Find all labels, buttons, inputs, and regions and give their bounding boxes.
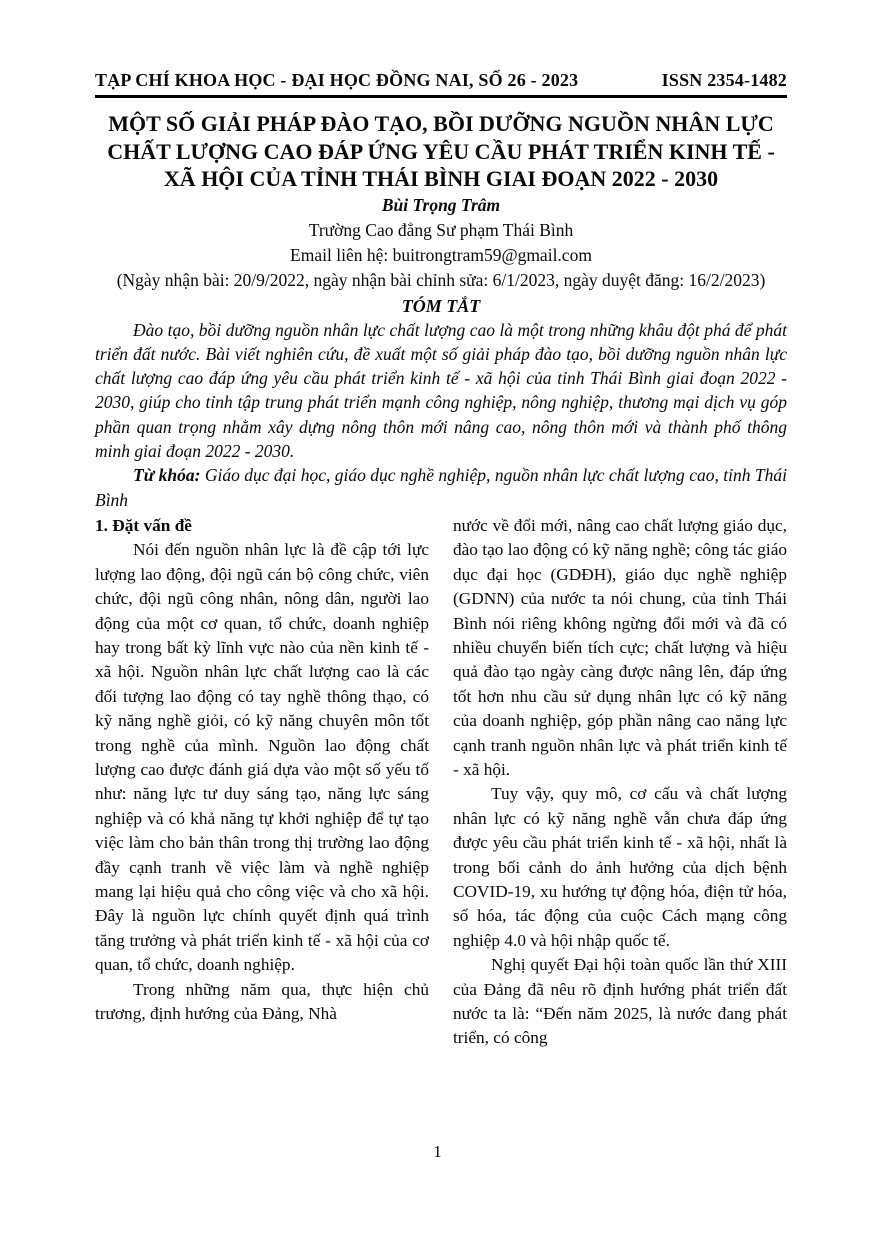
author-name: Bùi Trọng Trâm xyxy=(381,194,501,215)
submission-dates-line: (Ngày nhận bài: 20/9/2022, ngày nhận bài chỉnh sửa: 6/1/2023, ngày duyệt đăng: 16/2/2023) xyxy=(116,269,766,290)
journal-title: TẠP CHÍ KHOA HỌC - ĐẠI HỌC ĐỒNG NAI, SỐ 26 - 2023 xyxy=(95,70,579,90)
issn-number: ISSN 2354-1482 xyxy=(661,70,787,90)
keywords-text: Giáo dục đại học, giáo dục nghề nghiệp, nguồn nhân lực chất lượng cao, tỉnh Thái Bình xyxy=(95,465,787,510)
journal-page xyxy=(95,70,787,1051)
article-title xyxy=(95,110,787,193)
keywords-label: Từ khóa: xyxy=(133,465,201,486)
right-column xyxy=(453,514,787,1051)
article-title-line-1: MỘT SỐ GIẢI PHÁP ĐÀO TẠO, BỒI DƯỠNG NGUỒN NHÂN LỰC xyxy=(108,111,774,136)
article-title-line-3: XÃ HỘI CỦA TỈNH THÁI BÌNH GIAI ĐOẠN 2022 - 2030 xyxy=(163,166,719,191)
body-paragraph: Nghị quyết Đại hội toàn quốc lần thứ XIII của Đảng đã nêu rõ định hướng phát triển đất nước ta là: “Đến năm 2025, là nước đang phát triển, có công xyxy=(453,955,787,1048)
page-number: 1 xyxy=(433,1142,442,1161)
keywords-line xyxy=(95,463,787,512)
body-paragraph: Tuy vậy, quy mô, cơ cấu và chất lượng nhân lực có kỹ năng nghề vẫn chưa đáp ứng được yêu cầu phát triển kinh tế - xã hội, nhất là trong bối cảnh do ảnh hưởng của dịch bệnh COVID-19, xu hướng tự động hóa, điện tử hóa, số hóa, tác động của cuộc Cách mạng công nghiệp 4.0 và hội nhập quốc tế. xyxy=(453,784,787,950)
abstract-heading: TÓM TẮT xyxy=(401,295,481,316)
body-paragraph: nước về đổi mới, nâng cao chất lượng giáo dục, đào tạo lao động có kỹ năng nghề; công tác giáo dục đại học (GDĐH), giáo dục nghề nghiệp (GDNN) của nước ta nói chung, của tỉnh Thái Bình nói riêng không ngừng đổi mới và đã có nhiều chuyển biến tích cực; chất lượng và hiệu quả đào tạo ngày càng được nâng lên, đáp ứng tốt hơn nhu cầu sử dụng nhân lực có kỹ năng của doanh nghiệp, góp phần nâng cao năng lực cạnh tranh nguồn nhân lực và phát triển kinh tế - xã hội. xyxy=(453,515,788,779)
two-column-body xyxy=(95,514,787,1051)
body-paragraph: Trong những năm qua, thực hiện chủ trương, định hướng của Đảng, Nhà xyxy=(95,979,429,1023)
body-paragraph: Nói đến nguồn nhân lực là đề cập tới lực lượng lao động, đội ngũ cán bộ công chức, viên chức, đội ngũ công nhân, nông dân, người lao động của một cơ quan, tổ chức, doanh nghiệp hay trong bất kỳ lĩnh vực nào của nền kinh tế - xã hội. Nguồn nhân lực chất lượng cao là các đối tượng lao động có tay nghề thông thạo, có kỹ năng nghề giỏi, có kỹ năng chuyên môn tốt trong nghề của mình. Nguồn lao động chất lượng cao được đánh giá dựa vào một số yếu tố như: năng lực tư duy sáng tạo, năng lực sáng nghiệp và có khả năng tự khởi nghiệp để tự tạo việc làm cho bản thân trong thị trường lao động đầy cạnh tranh về việc làm và nghề nghiệp mang lại hiệu quả cho công việc và cho xã hội. Đây là nguồn lực chính quyết định quá trình tăng trưởng và phát triển kinh tế - xã hội của cơ quan, tổ chức, doanh nghiệp. xyxy=(95,540,429,975)
contact-email-line: Email liên hệ: buitrongtram59@gmail.com xyxy=(290,244,592,265)
author-affiliation: Trường Cao đẳng Sư phạm Thái Bình xyxy=(308,219,574,240)
left-column xyxy=(95,514,429,1051)
section-heading: 1. Đặt vấn đề xyxy=(95,515,192,535)
running-head xyxy=(95,70,787,98)
abstract-text: Đào tạo, bồi dưỡng nguồn nhân lực chất lượng cao là một trong những khâu đột phá để phát triển đất nước. Bài viết nghiên cứu, đề xuất một số giải pháp đào tạo, bồi dưỡng nguồn nhân lực chất lượng cao đáp ứng yêu cầu phát triển kinh tế - xã hội của tỉnh Thái Bình giai đoạn 2022 - 2030, giúp cho tỉnh tập trung phát triển mạnh công nghiệp, nông nghiệp, thương mại dịch vụ góp phần quan trọng nhằm xây dựng nông thôn mới nâng cao, nông thôn mới và thành phố thông minh giai đoạn 2022 - 2030. xyxy=(95,319,787,461)
article-title-line-2: CHẤT LƯỢNG CAO ĐÁP ỨNG YÊU CẦU PHÁT TRIỂN KINH TẾ - xyxy=(107,138,775,164)
